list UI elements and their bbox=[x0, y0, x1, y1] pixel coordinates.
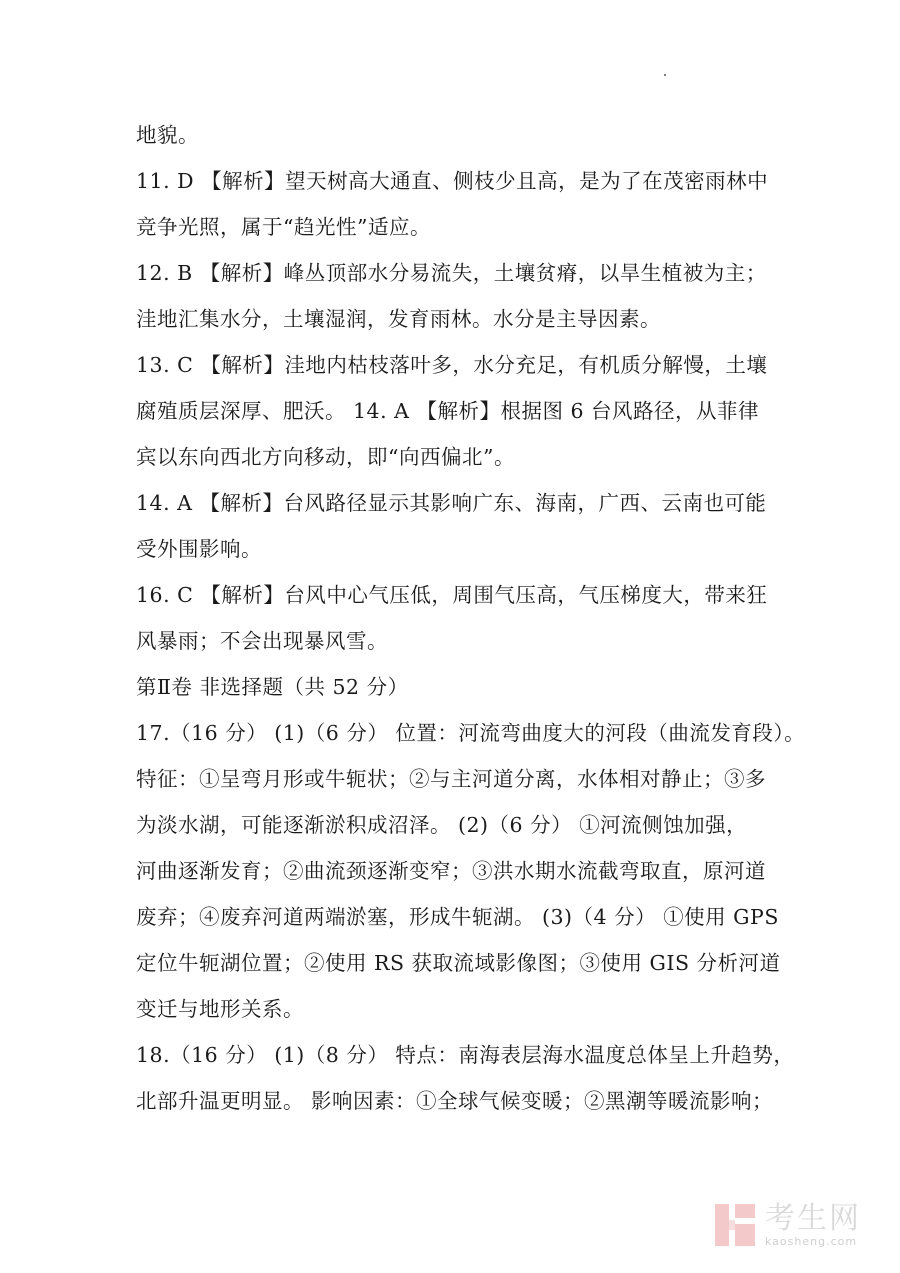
text-line: 腐殖质层深厚、肥沃。 14. A 【解析】根据图 6 台风路径，从菲律 bbox=[136, 399, 760, 423]
kaosheng-logo-icon bbox=[713, 1202, 757, 1248]
text-line: 13. C 【解析】洼地内枯枝落叶多，水分充足，有机质分解慢，土壤 bbox=[136, 353, 768, 377]
text-line: 竞争光照，属于“趋光性”适应。 bbox=[136, 215, 431, 239]
watermark-name: 考生网 bbox=[765, 1200, 861, 1236]
watermark-domain: kaosheng.com bbox=[765, 1234, 858, 1248]
text-line: 宾以东向西北方向移动，即“向西偏北”。 bbox=[136, 445, 515, 469]
answer-key-text bbox=[136, 112, 806, 1124]
page-dot-mark bbox=[664, 74, 666, 76]
text-line: 定位牛轭湖位置；②使用 RS 获取流域影像图；③使用 GIS 分析河道 bbox=[136, 951, 781, 975]
text-line: 14. A 【解析】台风路径显示其影响广东、海南，广西、云南也可能 bbox=[136, 491, 767, 515]
text-line: 废弃；④废弃河道两端淤塞，形成牛轭湖。 (3)（4 分） ①使用 GPS bbox=[136, 905, 779, 929]
text-line: 地貌。 bbox=[136, 123, 199, 147]
text-line: 为淡水湖，可能逐渐淤积成沼泽。 (2)（6 分） ①河流侧蚀加强， bbox=[136, 813, 748, 837]
text-line: 洼地汇集水分，土壤湿润，发育雨林。水分是主导因素。 bbox=[136, 307, 661, 331]
text-line: 风暴雨；不会出现暴风雪。 bbox=[136, 629, 388, 653]
text-line: 北部升温更明显。 影响因素：①全球气候变暖；②黑潮等暖流影响； bbox=[136, 1089, 774, 1113]
text-line: 河曲逐渐发育；②曲流颈逐渐变窄；③洪水期水流截弯取直，原河道 bbox=[136, 859, 766, 883]
text-line: 变迁与地形关系。 bbox=[136, 997, 304, 1021]
text-line: 17.（16 分） (1)（6 分） 位置：河流弯曲度大的河段（曲流发育段）。 bbox=[136, 721, 806, 745]
text-line: 特征：①呈弯月形或牛轭状；②与主河道分离，水体相对静止；③多 bbox=[136, 767, 766, 791]
text-line: 16. C 【解析】台风中心气压低，周围气压高，气压梯度大，带来狂 bbox=[136, 583, 768, 607]
text-line: 12. B 【解析】峰丛顶部水分易流失，土壤贫瘠，以旱生植被为主； bbox=[136, 261, 767, 285]
kaosheng-watermark-logo bbox=[713, 1197, 878, 1253]
text-line: 11. D 【解析】望天树高大通直、侧枝少且高，是为了在茂密雨林中 bbox=[136, 169, 769, 193]
text-line: 18.（16 分） (1)（8 分） 特点：南海表层海水温度总体呈上升趋势， bbox=[136, 1043, 795, 1067]
section-heading: 第Ⅱ卷 非选择题（共 52 分） bbox=[136, 675, 409, 699]
text-line: 受外围影响。 bbox=[136, 537, 262, 561]
